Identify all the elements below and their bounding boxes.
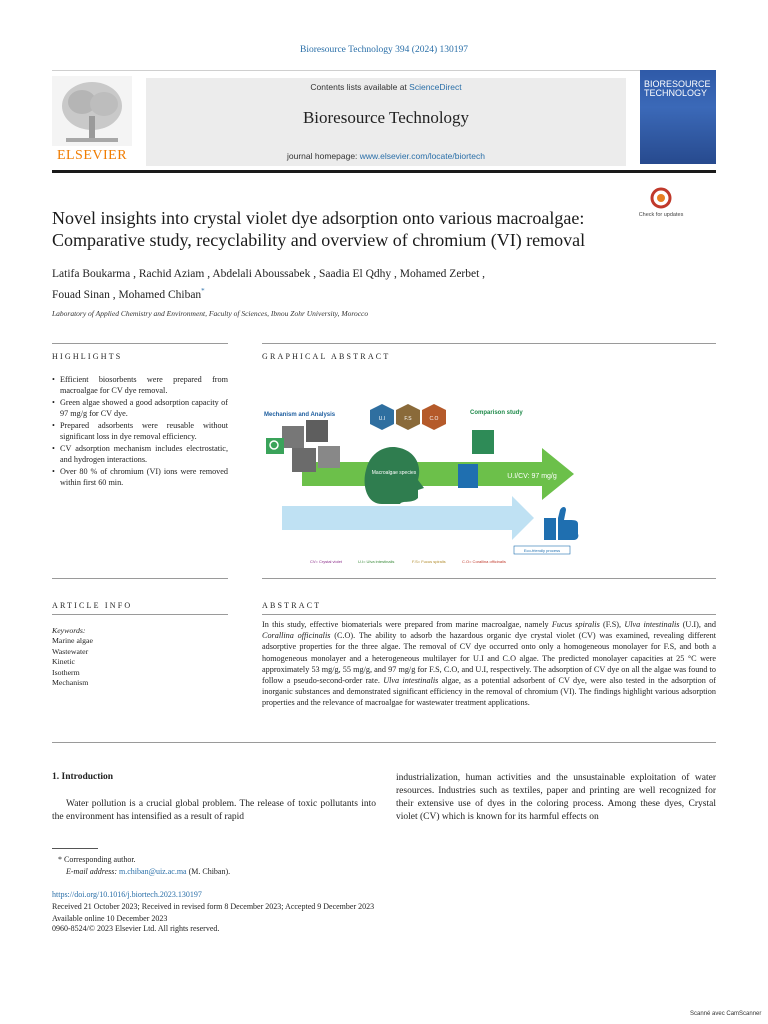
ga-sample-ui: U.I (378, 416, 386, 422)
highlight-item: • CV adsorption mechanism includes electrostatic, and hydrogen interactions. (52, 443, 228, 465)
article-title (52, 207, 632, 251)
graphical-abstract-heading: GRAPHICAL ABSTRACT (262, 352, 391, 361)
email-label: E-mail address: (66, 867, 120, 876)
ga-center-label: Macroalgae species (371, 470, 417, 476)
homepage-prefix: journal homepage: (287, 151, 360, 161)
highlights-rule (52, 343, 228, 344)
copyright: 0960-8524/© 2023 Elsevier Ltd. All rights reserved. (52, 924, 220, 933)
abstract-text (262, 619, 716, 709)
highlight-item: • Over 80 % of chromium (VI) ions were removed within first 60 min. (52, 466, 228, 488)
ga-eco-label: Eco-friendly process (523, 548, 561, 553)
doi-link[interactable]: https://doi.org/10.1016/j.biortech.2023.130197 (52, 890, 202, 899)
keyword-item: Mechanism (52, 678, 89, 687)
abstract-part: (U.I), and (679, 620, 716, 629)
highlight-item: • Efficient biosorbents were prepared from macroalgae for CV dye removal. (52, 374, 228, 396)
ga-sample-co: C.O (429, 416, 439, 422)
masthead-top-divider (52, 70, 716, 71)
highlights-list (52, 374, 228, 489)
homepage-line (146, 151, 626, 161)
keywords-label: Keywords: (52, 626, 86, 635)
abstract-rule (262, 614, 716, 615)
elsevier-wordmark: ELSEVIER (56, 148, 128, 163)
article-info-heading: ARTICLE INFO (52, 601, 133, 610)
authors-line-1: Latifa Boukarma , Rachid Aziam , Abdelali Aboussabek , Saadia El Qdhy , Mohamed Zerbet , (52, 268, 486, 280)
corresponding-author-note: * Corresponding author. (58, 855, 136, 864)
corresponding-marker: * (201, 287, 205, 295)
species-name: Ulva intestinalis (624, 620, 680, 629)
journal-name: Bioresource Technology (302, 108, 470, 127)
ga-sem-image-4 (318, 446, 340, 468)
species-name: Ulva intestinalis (383, 676, 439, 686)
graphical-abstract-figure (262, 400, 582, 570)
ga-comparison-label: Comparison study (470, 410, 523, 416)
abstract-bottom-rule (52, 742, 716, 743)
abstract-top-rule (262, 578, 716, 579)
ga-compare-box-2 (458, 464, 478, 488)
ga-compare-box-1 (472, 430, 494, 454)
keyword-list (52, 636, 93, 689)
abstract-part: algae, as a potential adsorbent of CV dye, were also tested in the adsorption of inorganic substances and demonstrated significant efficiency in the removal of chromium (VI). The findings highlight various adsorption properties and the relevance of macroalgae for wastewater treatment applications. (262, 676, 716, 708)
highlight-item: • Prepared adsorbents were reusable without significant loss in dye removal efficiency. (52, 420, 228, 442)
ga-legend-cv: CV= Crystal violet (310, 559, 342, 564)
abstract-part: In this study, effective biomaterials were prepared from marine macroalgae, namely (262, 620, 552, 629)
ga-legend-fs: F.S= Fucus spiralis (412, 559, 446, 564)
contents-prefix: Contents lists available at (310, 82, 410, 92)
ga-legend-ui: U.I= Ulva intestinalis (358, 559, 395, 564)
introduction-heading: 1. Introduction (52, 772, 114, 782)
received-dates: Received 21 October 2023; Received in revised form 8 December 2023; Accepted 9 December 2023 (52, 902, 375, 911)
ga-sem-image-3 (292, 448, 316, 472)
species-name: Corallina officinalis (262, 631, 331, 641)
keyword-item: Wastewater (52, 646, 89, 656)
ga-sem-image-2 (306, 420, 328, 442)
keyword-item: Isotherm (52, 667, 80, 677)
affiliation: Laboratory of Applied Chemistry and Environment, Faculty of Sciences, Ibnou Zohr University, Morocco (52, 309, 369, 318)
abstract-part: (F.S), (599, 620, 625, 629)
footnote-rule (52, 848, 98, 849)
email-suffix: (M. Chiban). (186, 867, 231, 876)
masthead-divider (52, 170, 716, 173)
ga-result-label: U.I/CV: 97 mg/g (507, 473, 557, 480)
email-note (66, 867, 230, 876)
contents-line (146, 82, 626, 92)
authors-line-2-text: Fouad Sinan , Mohamed Chiban (52, 288, 202, 301)
highlights-heading: HIGHLIGHTS (52, 352, 123, 361)
author-list (52, 266, 652, 304)
species-name: Fucus spiralis (551, 620, 600, 629)
abstract-heading: ABSTRACT (262, 601, 322, 610)
email-link[interactable]: m.chiban@uiz.ac.ma (119, 867, 187, 876)
introduction-left-column: Water pollution is a crucial global problem. The release of toxic pollutants into the environment has intensified as a result of rapid (52, 799, 376, 822)
article-info-top-rule (52, 578, 228, 579)
title-line-1: Novel insights into crystal violet dye adsorption onto various macroalgae: (52, 208, 585, 228)
ga-mechanism-label: Mechanism and Analysis (264, 412, 336, 418)
authors-line-2 (52, 283, 652, 304)
graphical-abstract-rule (262, 343, 716, 344)
highlight-item: • Green algae showed a good adsorption capacity of 97 mg/g for CV dye. (52, 397, 228, 419)
keyword-item: Kinetic (52, 657, 75, 666)
introduction-right-column: industrialization, human activities and the unsustainable exploitation of water resources. Industries such as textiles, paper and printing are well recognized for their extensive use of dyes in the coloring process. Among these dyes, Crystal violet (CV) which is known for its harmful effects on (396, 773, 716, 822)
scanner-watermark: Scanné avec CamScanner (690, 1011, 762, 1017)
keyword-item: Marine algae (52, 636, 93, 645)
cover-title: BIORESOURCE TECHNOLOGY (644, 79, 711, 98)
article-info-rule (52, 614, 228, 615)
sciencedirect-link[interactable]: ScienceDirect (409, 82, 462, 92)
ga-legend-co: C.O= Corallina officinalis (462, 559, 506, 564)
journal-citation[interactable]: Bioresource Technology 394 (2024) 130197 (299, 45, 469, 55)
ga-sem-image-1 (282, 426, 304, 448)
check-for-updates-icon[interactable] (638, 186, 684, 226)
ga-sample-fs: F.S (404, 416, 412, 422)
check-badge-label: Check for updates (638, 212, 684, 218)
title-line-2: Comparative study, recyclability and overview of chromium (VI) removal (52, 230, 586, 250)
online-date: Available online 10 December 2023 (52, 914, 168, 923)
abstract-part: (C.O). The ability to adsorb the hazardous organic dye crystal violet (CV) was examined, revealing different adsorptive properties for the three algae. The removal of CV dye occurred onto only a homogeneous monolayer for F.S, and both a homogeneous monolayer and a heterogeneous multilayer for U.I and C.O algae. The predicted monolayer capacities at 25 °C were approximately 53 mg/g, 55 mg/g, and 97 mg/g for F.S, C.O, and U.I, respectively. The adsorption of CV dye on all the algae was found to follow a pseudo-second-order rate. (262, 631, 716, 686)
journal-homepage-link[interactable]: www.elsevier.com/locate/biortech (359, 151, 485, 161)
